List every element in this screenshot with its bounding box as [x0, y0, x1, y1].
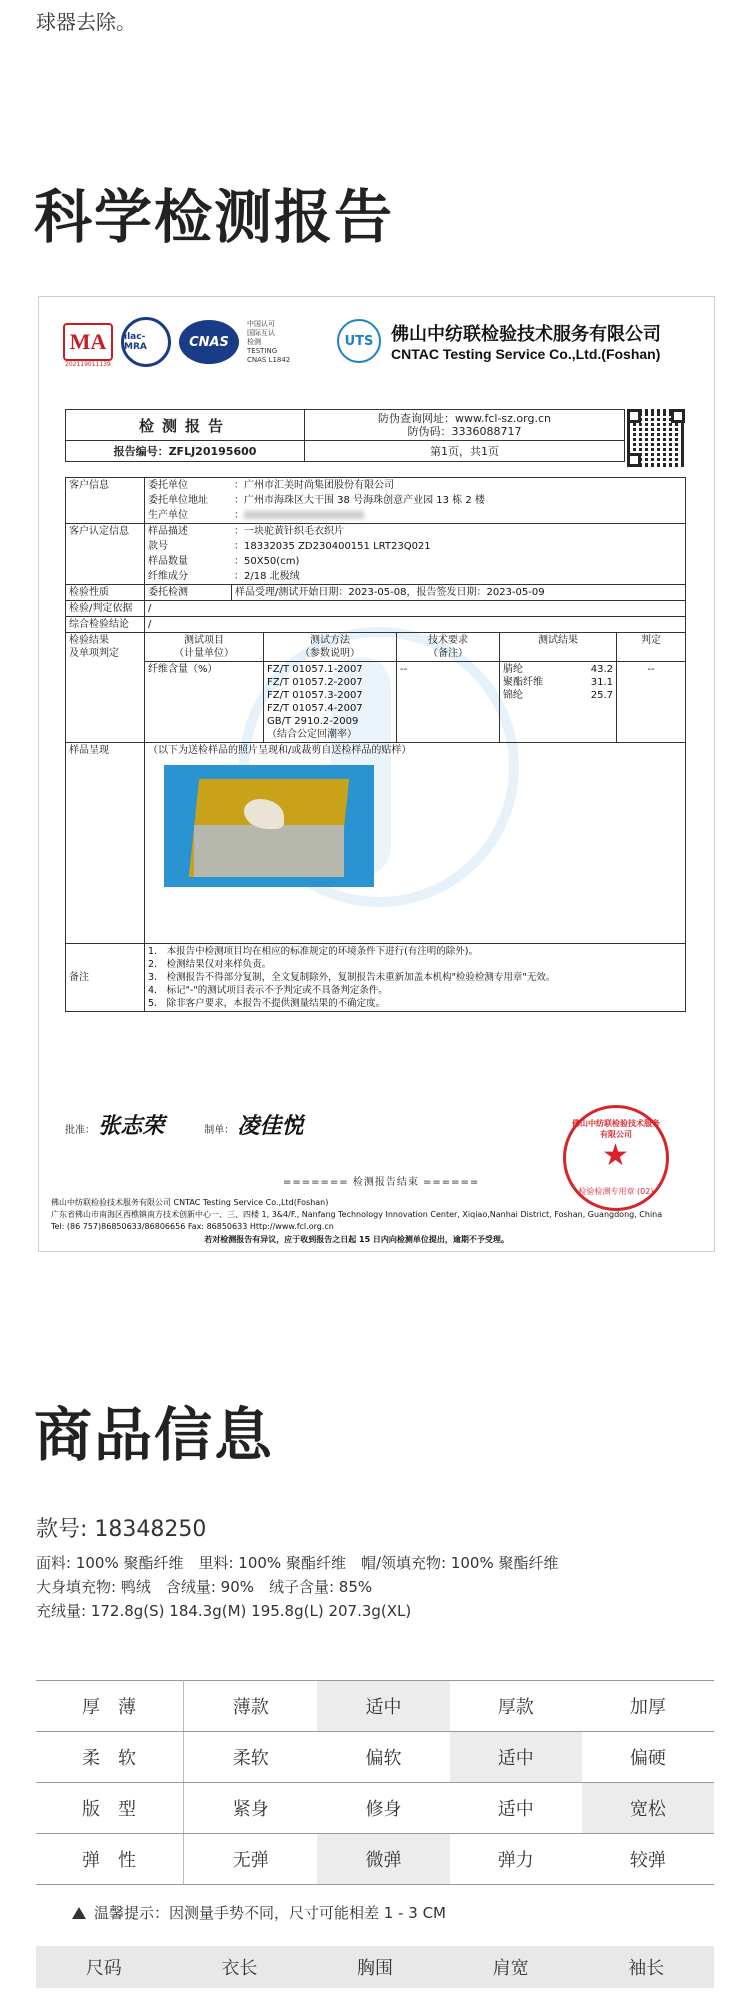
fiber-names: 腈纶 聚酯纤维 锦纶	[503, 664, 543, 701]
style-number: 款号: 18348250	[36, 1517, 207, 1542]
qty-label: 样品数量	[148, 556, 188, 567]
inspect-type-value: 委托检测	[145, 585, 232, 601]
basis-value: /	[145, 601, 686, 617]
manufacturer: ：	[231, 508, 685, 523]
attribute-option: 微弹	[317, 1834, 449, 1885]
qty-value: ：50X50(cm)	[234, 556, 300, 567]
maker-signature: 凌佳悦	[237, 1113, 304, 1139]
attribute-option: 加厚	[582, 1681, 714, 1732]
size-header-cell: 肩宽	[492, 1958, 529, 1979]
col-result: 测试结果	[500, 633, 617, 662]
sample-desc: ：一块驼黄针织毛衣织片	[234, 526, 344, 537]
report-title: 检测报告	[66, 410, 305, 441]
anti-fake-info	[305, 410, 625, 441]
test-item: 纤维含量（%）	[145, 662, 264, 743]
attribute-label: 版型	[36, 1783, 184, 1834]
style-label: 款号	[148, 541, 168, 552]
client-address: ：广州市海珠区大干围 38 号海珠创意产业园 13 栋 2 楼	[234, 495, 485, 506]
test-report	[38, 296, 715, 1252]
yarn-value: ：2/18 北极绒	[234, 571, 300, 582]
seal-text-top: 佛山中纺联检验技术服务有限公司	[572, 1119, 660, 1139]
query-site: 防伪查询网址：www.fcl-sz.org.cn	[378, 412, 551, 425]
size-header-cell: 袖长	[628, 1958, 665, 1979]
footer-notice: 若对检测报告有异议，应于收到报告之日起 15 日内向检测单位提出，逾期不予受理。	[204, 1235, 509, 1244]
attribute-grid	[36, 1680, 714, 1885]
approve-signature: 张志荣	[98, 1113, 165, 1139]
client-info-block	[145, 478, 685, 523]
remark-label: 备注	[66, 944, 145, 1012]
attribute-option: 偏硬	[582, 1732, 714, 1783]
org-name-cn: 佛山中纺联检验技术服务有限公司	[391, 324, 661, 345]
page-info: 第1页，共1页	[305, 441, 625, 462]
col-requirement: 技术要求 （备注）	[397, 633, 500, 662]
remarks: 1. 本报告中检测项目均在相应的标准规定的环境条件下进行(有注明的除外)。 2. 检测结果仅对来样负责。 3. 检测报告不得部分复制，全文复制除外，复制报告未重新加盖本机构"检验检测专用章"无效。 4. 标记"-"的测试项目表示不予判定或不具备判定条件。 5. 除非客户要求，本报告不提供测量结果的不确定度。	[145, 944, 686, 1012]
report-dates: 样品受理/测试开始日期：2023-05-08，报告签发日期：2023-05-09	[232, 585, 686, 601]
sample-desc-label: 样品描述	[148, 526, 188, 537]
sample-info-block	[145, 524, 685, 584]
footer-company: 佛山中纺联检验技术服务有限公司 CNTAC Testing Service Co.,Ltd(Foshan)	[51, 1198, 329, 1207]
attribute-option: 薄款	[184, 1681, 318, 1732]
results-label: 检验结果 及单项判定	[66, 633, 145, 743]
section-title-report: 科学检测报告	[34, 183, 395, 251]
attribute-option: 偏软	[317, 1732, 449, 1783]
report-end: ======= 检测报告结束 ======	[283, 1177, 480, 1188]
spec-fill-weight: 充绒量: 172.8g(S) 184.3g(M) 195.8g(L) 207.3g(XL)	[36, 1602, 412, 1620]
attribute-option: 适中	[450, 1783, 582, 1834]
size-tip-text: 温馨提示：因测量手势不同，尺寸可能相差 1 - 3 CM	[94, 1904, 446, 1922]
size-header-cell: 胸围	[356, 1958, 393, 1979]
cnas-caption: 中国认可 国际互认 检测 TESTING CNAS L1842	[247, 319, 291, 364]
test-requirement: --	[397, 662, 500, 743]
test-results	[500, 662, 617, 743]
signature-row	[65, 1109, 303, 1140]
attribute-option: 适中	[450, 1732, 582, 1783]
ma-code: 202119011139	[65, 361, 111, 368]
inspect-type-label: 检验性质	[66, 585, 145, 601]
qr-code	[627, 409, 685, 467]
attribute-row	[36, 1681, 714, 1732]
official-seal	[563, 1105, 669, 1211]
fiber-values: 43.2 31.1 25.7	[590, 664, 613, 701]
spec-filling: 大身填充物: 鸭绒 含绒量: 90% 绒子含量: 85%	[36, 1578, 373, 1596]
sample-note: （以下为送检样品的照片呈现和/或裁剪自送检样品的贴样）	[148, 745, 412, 756]
attribute-row	[36, 1834, 714, 1885]
client-unit-label: 委托单位	[148, 480, 188, 491]
manufacturer-label: 生产单位	[148, 510, 188, 521]
attribute-label: 厚薄	[36, 1681, 184, 1732]
sample-show-label: 样品呈现	[66, 743, 145, 944]
attribute-option: 厚款	[450, 1681, 582, 1732]
attribute-option: 无弹	[184, 1834, 318, 1885]
attribute-option: 宽松	[582, 1783, 714, 1834]
client-address-label: 委托单位地址	[148, 495, 208, 506]
size-header-cell: 尺码	[85, 1958, 122, 1979]
conclusion-value: /	[145, 617, 686, 633]
footer-address: 广东省佛山市南海区西樵镇南方技术创新中心一、三、四楼 1, 3&4/F., Nanfang Technology Innovation Center, Xiqiao,Nanhai District, Foshan, Guangdong, China	[51, 1210, 663, 1219]
report-footer	[51, 1197, 662, 1246]
sample-photo	[164, 765, 374, 887]
attribute-label: 柔软	[36, 1732, 184, 1783]
client-confirm-label: 客户认定信息	[66, 524, 145, 585]
footer-contact: Tel: (86 757)86850633/86806656 Fax: 86850633 Http://www.fcl.org.cn	[51, 1222, 334, 1231]
ma-logo: MA	[63, 323, 113, 361]
client-info-label: 客户信息	[66, 478, 145, 524]
results-table	[145, 633, 685, 742]
attribute-option: 较弹	[582, 1834, 714, 1885]
col-item: 测试项目 （计量单位）	[145, 633, 264, 662]
attribute-row	[36, 1783, 714, 1834]
col-judge: 判定	[617, 633, 686, 662]
attribute-option: 柔软	[184, 1732, 318, 1783]
attribute-option: 紧身	[184, 1783, 318, 1834]
organization-header	[337, 319, 661, 363]
intro-text-tail: 球器去除。	[36, 10, 136, 34]
seal-text-bottom: 检验检测专用章 (02)	[578, 1187, 654, 1196]
report-main-table	[65, 477, 686, 1012]
cnas-logo: CNAS	[179, 320, 239, 364]
ilac-logo: ilac-MRA	[121, 317, 171, 367]
warning-icon	[72, 1907, 86, 1919]
style-value: ：18332035 ZD230400151 LRT23Q021	[234, 541, 431, 552]
attribute-option: 修身	[317, 1783, 449, 1834]
size-tip	[72, 1902, 446, 1923]
col-method: 测试方法 （参数说明）	[264, 633, 397, 662]
attribute-label: 弹性	[36, 1834, 184, 1885]
conclusion-label: 综合检验结论	[66, 617, 145, 633]
yarn-label: 纤维成分	[148, 571, 188, 582]
maker-label: 制单：	[204, 1125, 235, 1136]
attribute-option: 适中	[317, 1681, 449, 1732]
attribute-option: 弹力	[450, 1834, 582, 1885]
star-icon: ★	[602, 1138, 629, 1173]
report-number: 报告编号：ZFLJ20195600	[66, 441, 305, 462]
spec-fabric: 面料: 100% 聚酯纤维 里料: 100% 聚酯纤维 帽/领填充物: 100% 聚酯纤维	[36, 1554, 559, 1572]
attribute-row	[36, 1732, 714, 1783]
basis-label: 检验/判定依据	[66, 601, 145, 617]
client-unit: ：广州市汇美时尚集团股份有限公司	[234, 480, 394, 491]
approve-label: 批准：	[65, 1125, 95, 1136]
org-name-en: CNTAC Testing Service Co.,Ltd.(Foshan)	[391, 346, 661, 362]
size-header-cell: 衣长	[221, 1958, 258, 1979]
test-judge: --	[647, 664, 655, 675]
uts-logo: UTS	[337, 319, 381, 363]
report-header-table	[65, 409, 625, 462]
size-table-header	[36, 1946, 714, 1988]
test-methods: FZ/T 01057.1-2007 FZ/T 01057.2-2007 FZ/T 01057.3-2007 FZ/T 01057.4-2007 GB/T 2910.2-2009 （结合公定回潮率）	[264, 662, 397, 743]
section-title-product: 商品信息	[34, 1401, 275, 1469]
anti-fake-code: 防伪码：3336088717	[407, 425, 522, 438]
